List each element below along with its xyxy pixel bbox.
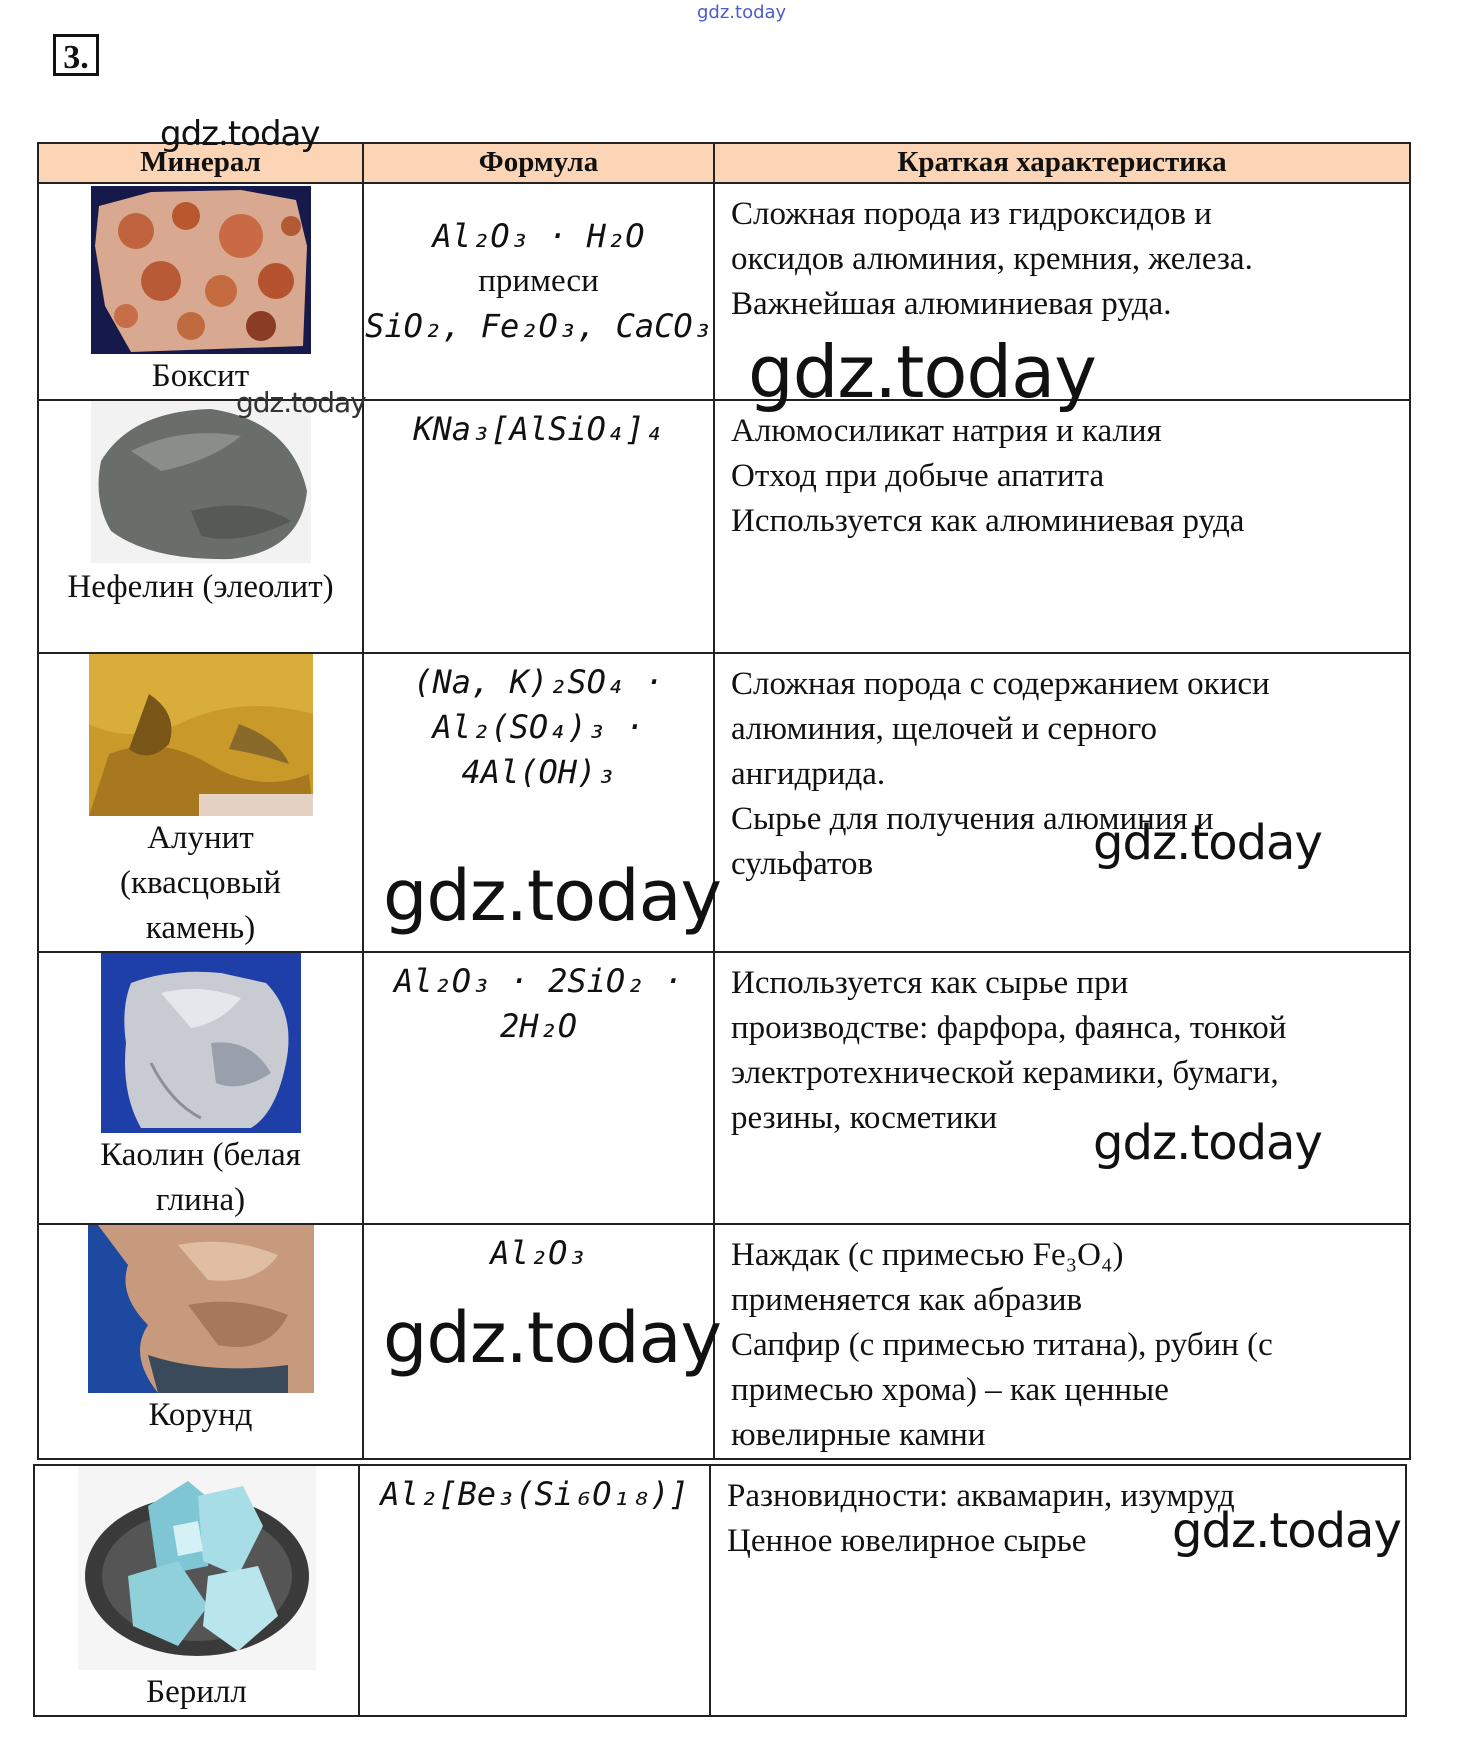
description-line: применяется как абразив	[731, 1282, 1083, 1318]
formula-line: примеси	[478, 263, 599, 299]
description-cell	[714, 1224, 1410, 1459]
description-cell	[714, 400, 1410, 653]
formula-line: Al₂O₃ · 2SiO₂ ·	[394, 962, 683, 1000]
formula-line: Al₂(SO₄)₃ ·	[432, 708, 645, 746]
watermark: gdz.today	[236, 386, 366, 419]
watermark: gdz.today	[160, 114, 320, 154]
formula-line: 4Al(OH)₃	[461, 753, 616, 791]
mineral-name: Каолин (белая глина)	[100, 1137, 301, 1218]
mineral-cell	[38, 952, 363, 1224]
mineral-name: Корунд	[148, 1397, 253, 1433]
formula-cell	[363, 952, 714, 1224]
beryl-table	[33, 1464, 1407, 1717]
description-line: резины, косметики	[731, 1100, 998, 1136]
description-line: оксидов алюминия, кремния, железа.	[731, 241, 1253, 277]
mineral-cell	[38, 653, 363, 952]
formula-line: Al₂O₃ · H₂O	[432, 217, 645, 255]
bauxite-image	[91, 186, 311, 354]
watermark: gdz.today	[383, 1297, 721, 1379]
watermark: gdz.today	[1172, 1503, 1401, 1559]
alunite-image	[89, 654, 313, 816]
description-line: Используется как алюминиевая руда	[731, 503, 1245, 539]
description-line: примесью хрома) – как ценные	[731, 1372, 1169, 1408]
formula-cell	[359, 1465, 710, 1716]
table-row	[38, 653, 1410, 952]
description-cell	[714, 653, 1410, 952]
watermark-top: gdz.today	[697, 2, 787, 23]
mineral-name: Алунит (квасцовый камень)	[119, 820, 282, 946]
header-description: Краткая характеристика	[714, 143, 1410, 183]
formula-line: Al₂[Be₃(Si₆O₁₈)]	[380, 1475, 689, 1513]
table-row	[38, 952, 1410, 1224]
mineral-name: Берилл	[146, 1674, 247, 1710]
table-row	[38, 400, 1410, 653]
formula-line: 2H₂O	[499, 1007, 578, 1045]
table-row	[38, 183, 1410, 400]
description-line: Сапфир (с примесью титана), рубин (с	[731, 1327, 1273, 1363]
description-line: Сырье для получения алюминия и	[731, 801, 1214, 837]
description-line: сульфатов	[731, 846, 874, 882]
description-line: Алюмосиликат натрия и калия	[731, 413, 1162, 449]
mineral-cell	[38, 183, 363, 400]
description-line: Важнейшая алюминиевая руда.	[731, 286, 1172, 322]
mineral-name: Боксит	[151, 358, 250, 394]
description-line: алюминия, щелочей и серного	[731, 711, 1157, 747]
description-line: Отход при добыче апатита	[731, 458, 1105, 494]
description-cell	[714, 952, 1410, 1224]
mineral-cell	[38, 1224, 363, 1459]
mineral-cell	[38, 400, 363, 653]
description-line: Используется как сырье при	[731, 965, 1129, 1001]
formula-line: KNa₃[AlSiO₄]₄	[413, 410, 664, 448]
watermark: gdz.today	[383, 855, 721, 937]
table-row	[38, 1224, 1410, 1459]
minerals-table	[37, 142, 1411, 1460]
formula-cell	[363, 183, 714, 400]
description-line: ангидрида.	[731, 756, 886, 792]
task-number: 3.	[53, 34, 99, 76]
kaolin-image	[101, 953, 301, 1133]
watermark: gdz.today	[1093, 1115, 1322, 1171]
description-line: Наждак (с примесью Fe₃O₄)	[731, 1237, 1124, 1273]
description-line: электротехнической керамики, бумаги,	[731, 1055, 1279, 1091]
formula-line: (Na, K)₂SO₄ ·	[413, 663, 664, 701]
watermark: gdz.today	[1093, 815, 1322, 871]
header-mineral: Минерал	[38, 143, 363, 183]
formula-line: SiO₂, Fe₂O₃, CaCO₃	[365, 307, 712, 345]
mineral-name: Нефелин (элеолит)	[67, 569, 334, 605]
beryl-image	[78, 1466, 316, 1670]
description-line: Ценное ювелирное сырье	[727, 1523, 1087, 1559]
description-line: ювелирные камни	[731, 1417, 986, 1453]
corundum-image	[88, 1225, 314, 1393]
nepheline-image	[91, 401, 311, 563]
header-formula: Формула	[363, 143, 714, 183]
description-line: Сложная порода с содержанием окиси	[731, 666, 1270, 702]
formula-line: Al₂O₃	[490, 1234, 587, 1272]
formula-cell	[363, 400, 714, 653]
description-line: Разновидности: аквамарин, изумруд	[727, 1478, 1235, 1514]
mineral-cell	[34, 1465, 359, 1716]
watermark: gdz.today	[748, 330, 1096, 414]
description-line: производстве: фарфора, фаянса, тонкой	[731, 1010, 1287, 1046]
description-line: Сложная порода из гидроксидов и	[731, 196, 1212, 232]
